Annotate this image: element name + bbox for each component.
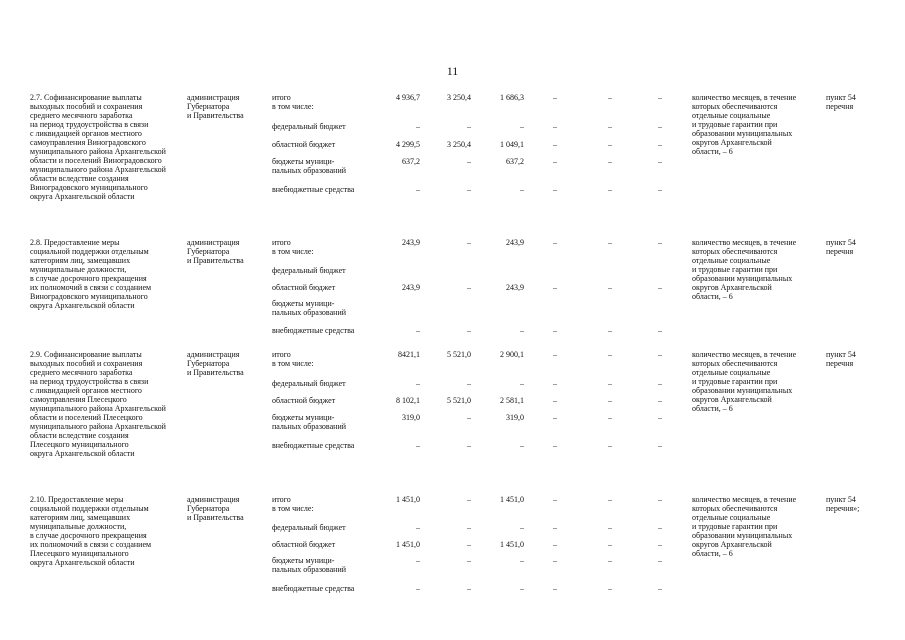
reference: пункт 54 перечня bbox=[826, 350, 856, 368]
value-cell: – bbox=[416, 523, 420, 532]
value-cell: – bbox=[553, 140, 557, 149]
measure-description: 2.8. Предоставление меры социальной поддержки отдельным категориям лиц, замещавших муниципальные должности, в случае досрочного прекращения их полномочий в связи с созданием Виноградовского муниципального округа Архангельской области bbox=[30, 238, 152, 310]
value-cell: – bbox=[658, 396, 662, 405]
value-cell: – bbox=[658, 283, 662, 292]
value-cell: – bbox=[467, 495, 471, 504]
value-cell: 3 250,4 bbox=[447, 93, 471, 102]
value-cell: – bbox=[658, 157, 662, 166]
value-cell: – bbox=[553, 350, 557, 359]
value-cell: – bbox=[553, 540, 557, 549]
value-cell: – bbox=[416, 556, 420, 565]
value-cell: – bbox=[467, 185, 471, 194]
funding-source: федеральный бюджет bbox=[272, 379, 346, 388]
value-cell: – bbox=[416, 441, 420, 450]
executor: администрация Губернатора и Правительства bbox=[187, 495, 244, 522]
funding-source: итого в том числе: bbox=[272, 93, 314, 111]
result-indicator: количество месяцев, в течение которых обеспечиваются отдельные социальные и трудовые гарантии при образовании муниципальных округов Архангельской области, – 6 bbox=[692, 350, 797, 413]
result-indicator: количество месяцев, в течение которых обеспечиваются отдельные социальные и трудовые гарантии при образовании муниципальных округов Архангельской области, – 6 bbox=[692, 238, 797, 301]
funding-source: областной бюджет bbox=[272, 540, 336, 549]
funding-source: областной бюджет bbox=[272, 140, 336, 149]
value-cell: – bbox=[553, 584, 557, 593]
value-cell: 1 451,0 bbox=[500, 495, 524, 504]
value-cell: – bbox=[553, 326, 557, 335]
value-cell: – bbox=[467, 523, 471, 532]
value-cell: 319,0 bbox=[506, 413, 524, 422]
value-cell: – bbox=[608, 441, 612, 450]
value-cell: – bbox=[553, 495, 557, 504]
measure-description: 2.7. Софинансирование выплаты выходных пособий и сохранения среднего месячного заработка на период трудоустройства в связи с ликвидацией органов местного самоуправления Виноградовского муниципального района Архангельской области и поселений Виноградовского муниципального района Архангельской области вследствие создания Виноградовского муниципального округа Архангельской области bbox=[30, 93, 166, 201]
value-cell: – bbox=[658, 413, 662, 422]
value-cell: – bbox=[608, 140, 612, 149]
value-cell: – bbox=[467, 413, 471, 422]
value-cell: – bbox=[520, 122, 524, 131]
value-cell: – bbox=[553, 379, 557, 388]
value-cell: – bbox=[467, 540, 471, 549]
value-cell: 1 451,0 bbox=[396, 540, 420, 549]
value-cell: 8 102,1 bbox=[396, 396, 420, 405]
value-cell: – bbox=[608, 413, 612, 422]
reference: пункт 54 перечня»; bbox=[826, 495, 860, 513]
value-cell: – bbox=[467, 441, 471, 450]
value-cell: – bbox=[608, 584, 612, 593]
value-cell: – bbox=[553, 122, 557, 131]
value-cell: – bbox=[467, 238, 471, 247]
funding-source: внебюджетные средства bbox=[272, 185, 355, 194]
value-cell: 2 581,1 bbox=[500, 396, 524, 405]
executor: администрация Губернатора и Правительства bbox=[187, 350, 244, 377]
result-indicator: количество месяцев, в течение которых обеспечиваются отдельные социальные и трудовые гарантии при образовании муниципальных округов Архангельской области, – 6 bbox=[692, 495, 797, 558]
value-cell: – bbox=[520, 441, 524, 450]
executor: администрация Губернатора и Правительства bbox=[187, 93, 244, 120]
funding-source: бюджеты муници- пальных образований bbox=[272, 556, 346, 574]
value-cell: – bbox=[608, 495, 612, 504]
value-cell: – bbox=[658, 185, 662, 194]
page-number: 11 bbox=[446, 64, 459, 78]
value-cell: – bbox=[553, 413, 557, 422]
value-cell: 1 686,3 bbox=[500, 93, 524, 102]
value-cell: – bbox=[467, 379, 471, 388]
value-cell: 243,9 bbox=[402, 283, 420, 292]
value-cell: – bbox=[658, 326, 662, 335]
measure-description: 2.10. Предоставление меры социальной поддержки отдельным категориям лиц, замещавших муниципальные должности, в случае досрочного прекращения их полномочий в связи с созданием Плесецкого муниципального округа Архангельской области bbox=[30, 495, 152, 567]
value-cell: 8421,1 bbox=[398, 350, 420, 359]
value-cell: – bbox=[608, 283, 612, 292]
value-cell: – bbox=[416, 379, 420, 388]
funding-source: внебюджетные средства bbox=[272, 584, 355, 593]
value-cell: – bbox=[658, 140, 662, 149]
value-cell: 2 900,1 bbox=[500, 350, 524, 359]
value-cell: – bbox=[467, 122, 471, 131]
value-cell: – bbox=[553, 185, 557, 194]
funding-source: внебюджетные средства bbox=[272, 326, 355, 335]
funding-source: бюджеты муници- пальных образований bbox=[272, 157, 346, 175]
value-cell: – bbox=[608, 350, 612, 359]
funding-source: внебюджетные средства bbox=[272, 441, 355, 450]
value-cell: – bbox=[553, 523, 557, 532]
value-cell: – bbox=[608, 396, 612, 405]
value-cell: – bbox=[608, 326, 612, 335]
value-cell: – bbox=[658, 238, 662, 247]
value-cell: – bbox=[467, 283, 471, 292]
value-cell: – bbox=[520, 379, 524, 388]
value-cell: – bbox=[658, 93, 662, 102]
funding-source: итого в том числе: bbox=[272, 495, 314, 513]
funding-source: бюджеты муници- пальных образований bbox=[272, 413, 346, 431]
executor: администрация Губернатора и Правительства bbox=[187, 238, 244, 265]
value-cell: – bbox=[520, 556, 524, 565]
value-cell: 5 521,0 bbox=[447, 396, 471, 405]
value-cell: – bbox=[467, 556, 471, 565]
reference: пункт 54 перечня bbox=[826, 238, 856, 256]
value-cell: 243,9 bbox=[506, 238, 524, 247]
funding-source: областной бюджет bbox=[272, 283, 336, 292]
value-cell: – bbox=[553, 283, 557, 292]
value-cell: – bbox=[658, 441, 662, 450]
value-cell: – bbox=[658, 523, 662, 532]
value-cell: – bbox=[520, 326, 524, 335]
value-cell: – bbox=[658, 540, 662, 549]
value-cell: – bbox=[416, 185, 420, 194]
value-cell: 4 936,7 bbox=[396, 93, 420, 102]
value-cell: – bbox=[658, 495, 662, 504]
value-cell: – bbox=[608, 556, 612, 565]
value-cell: 637,2 bbox=[402, 157, 420, 166]
value-cell: – bbox=[658, 584, 662, 593]
value-cell: 243,9 bbox=[506, 283, 524, 292]
value-cell: – bbox=[658, 350, 662, 359]
value-cell: 1 049,1 bbox=[500, 140, 524, 149]
value-cell: 1 451,0 bbox=[396, 495, 420, 504]
value-cell: – bbox=[658, 379, 662, 388]
funding-source: итого в том числе: bbox=[272, 238, 314, 256]
value-cell: – bbox=[608, 523, 612, 532]
value-cell: – bbox=[608, 122, 612, 131]
value-cell: 243,9 bbox=[402, 238, 420, 247]
reference: пункт 54 перечня bbox=[826, 93, 856, 111]
measure-description: 2.9. Софинансирование выплаты выходных пособий и сохранения среднего месячного заработка на период трудоустройства в связи с ликвидацией органов местного самоуправления Плесецкого муниципального района Архангельской области и поселений Плесецкого муниципального района Архангельской области вследствие создания Плесецкого муниципального округа Архангельской области bbox=[30, 350, 166, 458]
value-cell: – bbox=[608, 238, 612, 247]
value-cell: – bbox=[553, 93, 557, 102]
value-cell: – bbox=[608, 185, 612, 194]
value-cell: 5 521,0 bbox=[447, 350, 471, 359]
funding-source: федеральный бюджет bbox=[272, 266, 346, 275]
result-indicator: количество месяцев, в течение которых обеспечиваются отдельные социальные и трудовые гарантии при образовании муниципальных округов Архангельской области, – 6 bbox=[692, 93, 797, 156]
value-cell: – bbox=[608, 379, 612, 388]
value-cell: – bbox=[520, 584, 524, 593]
value-cell: – bbox=[553, 556, 557, 565]
value-cell: – bbox=[553, 238, 557, 247]
value-cell: – bbox=[658, 122, 662, 131]
value-cell: – bbox=[520, 523, 524, 532]
value-cell: – bbox=[520, 185, 524, 194]
value-cell: – bbox=[608, 157, 612, 166]
funding-source: областной бюджет bbox=[272, 396, 336, 405]
value-cell: – bbox=[416, 326, 420, 335]
funding-source: бюджеты муници- пальных образований bbox=[272, 299, 346, 317]
funding-source: федеральный бюджет bbox=[272, 523, 346, 532]
value-cell: – bbox=[608, 540, 612, 549]
value-cell: – bbox=[608, 93, 612, 102]
value-cell: – bbox=[467, 157, 471, 166]
value-cell: – bbox=[658, 556, 662, 565]
value-cell: – bbox=[553, 396, 557, 405]
value-cell: 637,2 bbox=[506, 157, 524, 166]
value-cell: – bbox=[416, 584, 420, 593]
funding-source: итого в том числе: bbox=[272, 350, 314, 368]
value-cell: – bbox=[467, 584, 471, 593]
value-cell: – bbox=[553, 157, 557, 166]
value-cell: – bbox=[467, 326, 471, 335]
funding-source: федеральный бюджет bbox=[272, 122, 346, 131]
value-cell: 3 250,4 bbox=[447, 140, 471, 149]
value-cell: 4 299,5 bbox=[396, 140, 420, 149]
value-cell: – bbox=[416, 122, 420, 131]
value-cell: 1 451,0 bbox=[500, 540, 524, 549]
value-cell: 319,0 bbox=[402, 413, 420, 422]
value-cell: – bbox=[553, 441, 557, 450]
